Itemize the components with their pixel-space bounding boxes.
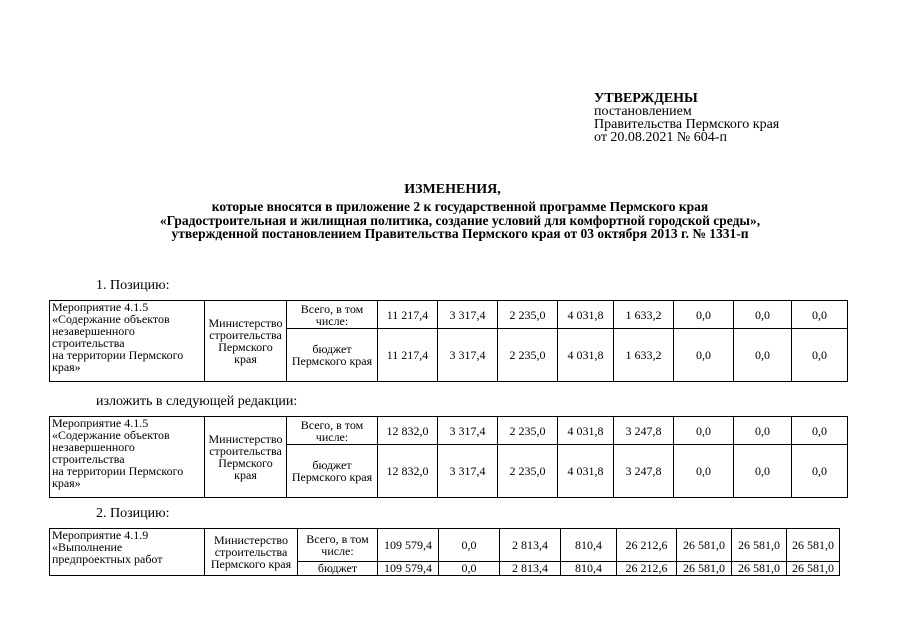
value-cell: 109 579,4 <box>378 561 439 575</box>
measure-name-cell <box>50 529 205 576</box>
cell-text-line: Пермского <box>218 456 273 470</box>
value-cell: 4 031,8 <box>558 417 614 445</box>
replacement-table <box>49 416 848 498</box>
value-cell: 0,0 <box>792 329 848 382</box>
cell-text-line: Министерство <box>208 316 283 330</box>
cell-text-line: бюджет <box>317 561 358 576</box>
value-cell: 26 212,6 <box>617 561 677 575</box>
cell-text-line: Пермского края <box>291 470 373 485</box>
value-cell: 26 581,0 <box>787 529 840 562</box>
cell-text-line: числе: <box>315 313 349 328</box>
approval-block <box>594 92 779 144</box>
value-cell: 3 317,4 <box>438 445 498 498</box>
source-cell <box>287 445 378 498</box>
position-2-caption: 2. Позицию: <box>96 506 170 521</box>
document-title: ИЗМЕНЕНИЯ, <box>404 182 501 197</box>
value-cell: 2 813,4 <box>500 529 561 562</box>
value-cell: 26 581,0 <box>732 561 787 575</box>
value-cell: 26 581,0 <box>732 529 787 562</box>
cell-text-line: строительства <box>52 452 125 466</box>
value-cell: 0,0 <box>734 301 792 329</box>
cell-text-line: Пермского края <box>291 354 373 369</box>
value-cell: 2 235,0 <box>498 301 558 329</box>
value-cell: 0,0 <box>439 561 500 575</box>
value-cell: 3 317,4 <box>438 417 498 445</box>
value-cell: 26 581,0 <box>787 561 840 575</box>
value-cell: 0,0 <box>792 445 848 498</box>
replace-caption: изложить в следующей редакции: <box>96 394 298 409</box>
approval-heading: УТВЕРЖДЕНЫ <box>594 91 698 106</box>
cell-text-line: края <box>234 468 257 482</box>
value-cell: 12 832,0 <box>378 417 438 445</box>
value-cell: 2 813,4 <box>500 561 561 575</box>
value-cell: 12 832,0 <box>378 445 438 498</box>
cell-text-line: «Содержание объектов <box>52 428 170 442</box>
cell-text-line: края <box>234 352 257 366</box>
executor-cell <box>205 529 298 576</box>
subtitle-line: «Градостроительная и жилищная политика, создание условий для комфортной городской среды», <box>159 212 761 228</box>
value-cell: 3 247,8 <box>614 445 674 498</box>
approval-line: постановлением <box>594 104 692 119</box>
cell-text-line: края» <box>52 476 81 490</box>
cell-text-line: незавершенного <box>52 440 135 454</box>
cell-text-line: Мероприятие 4.1.5 <box>52 416 149 430</box>
cell-text-line: числе: <box>321 543 354 558</box>
cell-text-line: бюджет <box>312 458 352 473</box>
value-cell: 11 217,4 <box>378 329 438 382</box>
cell-text-line: Всего, в том <box>300 301 364 316</box>
value-cell: 0,0 <box>674 329 734 382</box>
subtitle-line: которые вносятся в приложение 2 к государственной программе Пермского края <box>211 199 709 214</box>
value-cell: 4 031,8 <box>558 329 614 382</box>
cell-text-line: края» <box>52 360 81 374</box>
value-cell: 0,0 <box>734 329 792 382</box>
document-subtitle <box>40 200 880 241</box>
cell-text-line: «Содержание объектов <box>52 312 170 326</box>
subtitle-line: утвержденной постановлением Правительства Пермского края от 03 октября 2013 г. № 1331-п <box>171 226 749 241</box>
value-cell: 109 579,4 <box>378 529 439 562</box>
cell-text-line: Министерство <box>208 432 283 446</box>
value-cell: 810,4 <box>561 561 617 575</box>
value-cell: 2 235,0 <box>498 417 558 445</box>
cell-text-line: Пермского края <box>210 557 292 571</box>
cell-text-line: на территории Пермского <box>52 348 184 362</box>
value-cell: 0,0 <box>792 417 848 445</box>
value-cell: 4 031,8 <box>558 301 614 329</box>
source-cell <box>287 329 378 382</box>
cell-text-line: числе: <box>315 429 349 444</box>
cell-text-line: строительства <box>209 444 282 458</box>
measure-name-cell <box>50 301 205 382</box>
cell-text-line: Всего, в том <box>300 417 364 432</box>
source-cell <box>298 529 378 562</box>
source-cell <box>298 561 378 575</box>
cell-text-line: Мероприятие 4.1.9 <box>52 528 149 542</box>
value-cell: 810,4 <box>561 529 617 562</box>
cell-text-line: незавершенного <box>52 324 135 338</box>
cell-text-line: строительства <box>214 545 288 559</box>
value-cell: 0,0 <box>674 301 734 329</box>
value-cell: 2 235,0 <box>498 445 558 498</box>
cell-text-line: Всего, в том <box>306 531 369 546</box>
cell-text-line: «Выполнение <box>52 540 123 554</box>
measure-name-cell <box>50 417 205 498</box>
table-row <box>50 301 848 329</box>
cell-text-line: строительства <box>209 328 282 342</box>
approval-date: от 20.08.2021 № 604-п <box>594 130 727 145</box>
value-cell: 1 633,2 <box>614 329 674 382</box>
cell-text-line: на территории Пермского <box>52 464 184 478</box>
executor-cell <box>205 301 287 382</box>
executor-cell <box>205 417 287 498</box>
value-cell: 0,0 <box>674 445 734 498</box>
value-cell: 0,0 <box>734 417 792 445</box>
cell-text-line: Мероприятие 4.1.5 <box>52 300 149 314</box>
position-1-table <box>49 300 848 382</box>
value-cell: 4 031,8 <box>558 445 614 498</box>
value-cell: 3 247,8 <box>614 417 674 445</box>
value-cell: 26 581,0 <box>677 529 732 562</box>
position-1-caption: 1. Позицию: <box>96 278 170 293</box>
value-cell: 2 235,0 <box>498 329 558 382</box>
value-cell: 0,0 <box>792 301 848 329</box>
cell-text-line: Министерство <box>214 533 288 547</box>
table-row <box>50 529 840 562</box>
cell-text-line: предпроектных работ <box>52 552 163 566</box>
cell-text-line: строительства <box>52 336 125 350</box>
value-cell: 26 581,0 <box>677 561 732 575</box>
value-cell: 11 217,4 <box>378 301 438 329</box>
source-cell <box>287 417 378 445</box>
value-cell: 1 633,2 <box>614 301 674 329</box>
value-cell: 0,0 <box>674 417 734 445</box>
cell-text-line: Пермского <box>218 340 273 354</box>
value-cell: 26 212,6 <box>617 529 677 562</box>
value-cell: 3 317,4 <box>438 301 498 329</box>
value-cell: 0,0 <box>439 529 500 562</box>
approval-line: Правительства Пермского края <box>594 117 780 132</box>
value-cell: 3 317,4 <box>438 329 498 382</box>
cell-text-line: бюджет <box>312 342 352 357</box>
position-2-table <box>49 528 840 576</box>
source-cell <box>287 301 378 329</box>
table-row <box>50 417 848 445</box>
value-cell: 0,0 <box>734 445 792 498</box>
